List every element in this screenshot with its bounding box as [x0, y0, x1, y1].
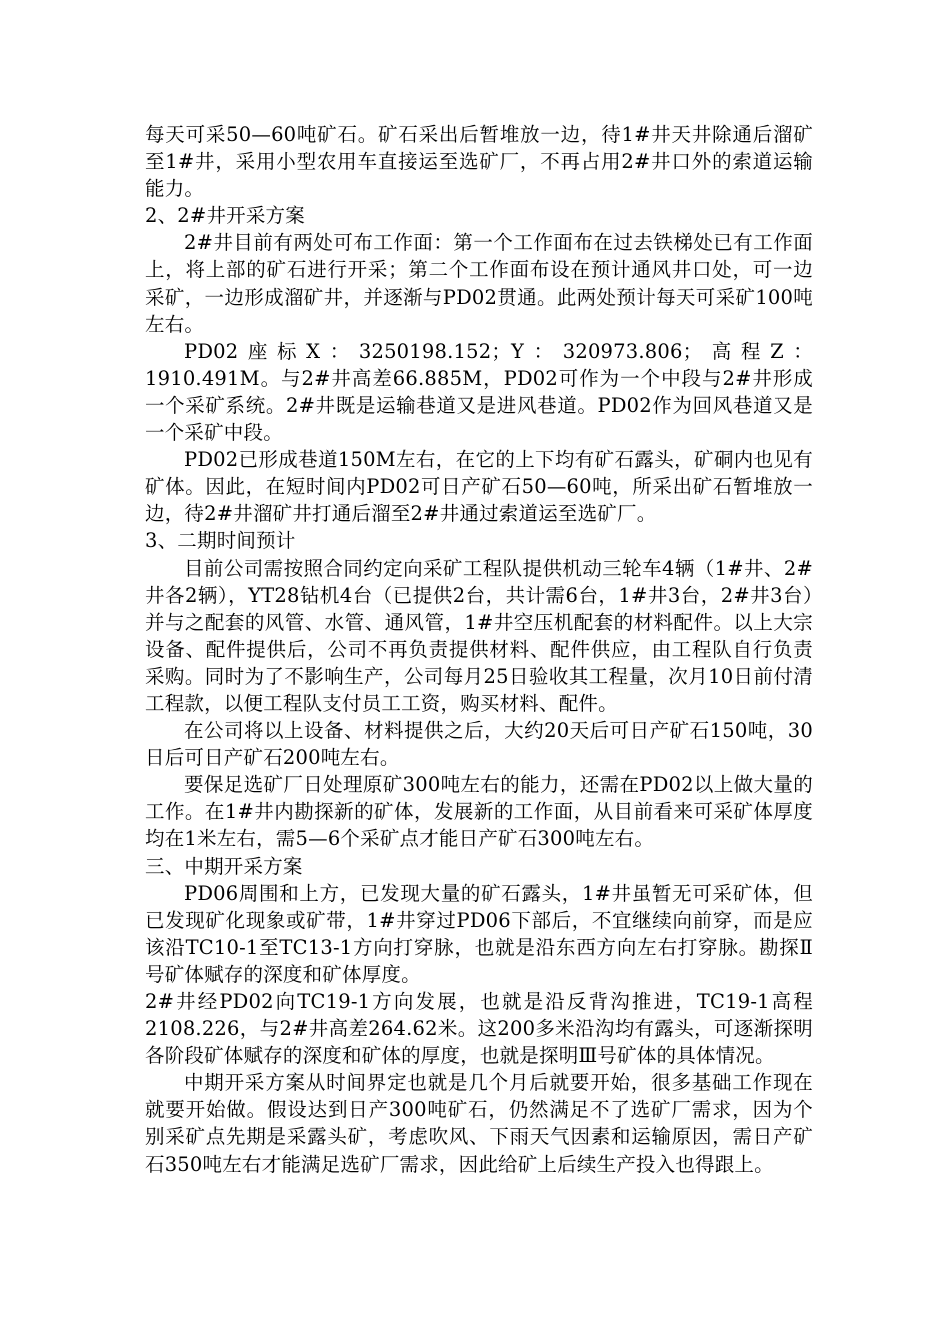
- paragraph-processing-capacity: 要保足选矿厂日处理原矿300吨左右的能力，还需在PD02以上做大量的工作。在1#井内勘探新的矿体，发展新的工作面，从目前看来可采矿体厚度均在1米左右，需5—6个采矿点才能日产矿石300吨左右。: [145, 773, 813, 851]
- paragraph-pd06-exploration: PD06周围和上方，已发现大量的矿石露头，1#井虽暂无可采矿体，但已发现矿化现象或矿带，1#井穿过PD06下部后，不宜继续向前穿，而是应该沿TC10-1至TC13-1方向打穿脉，也就是沿东西方向左右打穿脉。勘探Ⅱ号矿体赋存的深度和矿体厚度。: [145, 881, 813, 986]
- section-heading-well-2: 2、2#井开采方案: [145, 204, 305, 228]
- paragraph-pd02-tunnel: PD02已形成巷道150M左右，在它的上下均有矿石露头，矿硐内也见有矿体。因此，在短时间内PD02可日产矿石50—60吨，所采出矿石暂堆放一边，待2#井溜矿井打通后溜至2#井通过索道运至选矿厂。: [145, 448, 813, 526]
- paragraph-tc19-development: 2#井经PD02向TC19-1方向发展，也就是沿反背沟推进，TC19-1高程2108.226，与2#井高差264.62米。这200多米沿沟均有露头，可逐渐探明各阶段矿体赋存的深度和矿体的厚度，也就是探明Ⅲ号矿体的具体情况。: [145, 990, 813, 1068]
- paragraph-continuation: 每天可采50—60吨矿石。矿石采出后暂堆放一边，待1#井天井除通后溜矿至1#井，采用小型农用车直接运至选矿厂，不再占用2#井口外的索道运输能力。: [145, 123, 813, 201]
- document-body: [145, 121, 813, 1178]
- paragraph-pd02-coordinates: PD02座标X：3250198.152；Y：320973.806；高程Z：1910.491M。与2#井高差66.885M，PD02可作为一个中段与2#井形成一个采矿系统。2#井既是运输巷道又是进风巷道。PD02作为回风巷道又是一个采矿中段。: [145, 339, 813, 445]
- paragraph-work-faces: 2#井目前有两处可布工作面：第一个工作面布在过去铁梯处已有工作面上，将上部的矿石进行开采；第二个工作面布设在预计通风井口处，可一边采矿，一边形成溜矿井，并逐渐与PD02贯通。此两处预计每天可采矿100吨左右。: [145, 231, 813, 336]
- section-heading-phase-2-timeline: 3、二期时间预计: [145, 529, 296, 553]
- paragraph-equipment-supply: 目前公司需按照合同约定向采矿工程队提供机动三轮车4辆（1#井、2#井各2辆），YT28钻机4台（已提供2台，共计需6台，1#井3台，2#井3台）并与之配套的风管、水管、通风管，1#井空压机配套的材料配件。以上大宗设备、配件提供后，公司不再负责提供材料、配件供应，由工程队自行负责采购。同时为了不影响生产，公司每月25日验收其工程量，次月10日前付清工程款，以便工程队支付员工工资，购买材料、配件。: [145, 556, 813, 715]
- paragraph-mid-term-summary: 中期开采方案从时间界定也就是几个月后就要开始，很多基础工作现在就要开始做。假设达到日产300吨矿石，仍然满足不了选矿厂需求，因为个别采矿点先期是采露头矿，考虑吹风、下雨天气因素和运输原因，需日产矿石350吨左右才能满足选矿厂需求，因此给矿上后续生产投入也得跟上。: [145, 1071, 813, 1176]
- section-heading-mid-term-plan: 三、中期开采方案: [145, 854, 303, 878]
- paragraph-daily-output: 在公司将以上设备、材料提供之后，大约20天后可日产矿石150吨，30日后可日产矿石200吨左右。: [145, 719, 813, 770]
